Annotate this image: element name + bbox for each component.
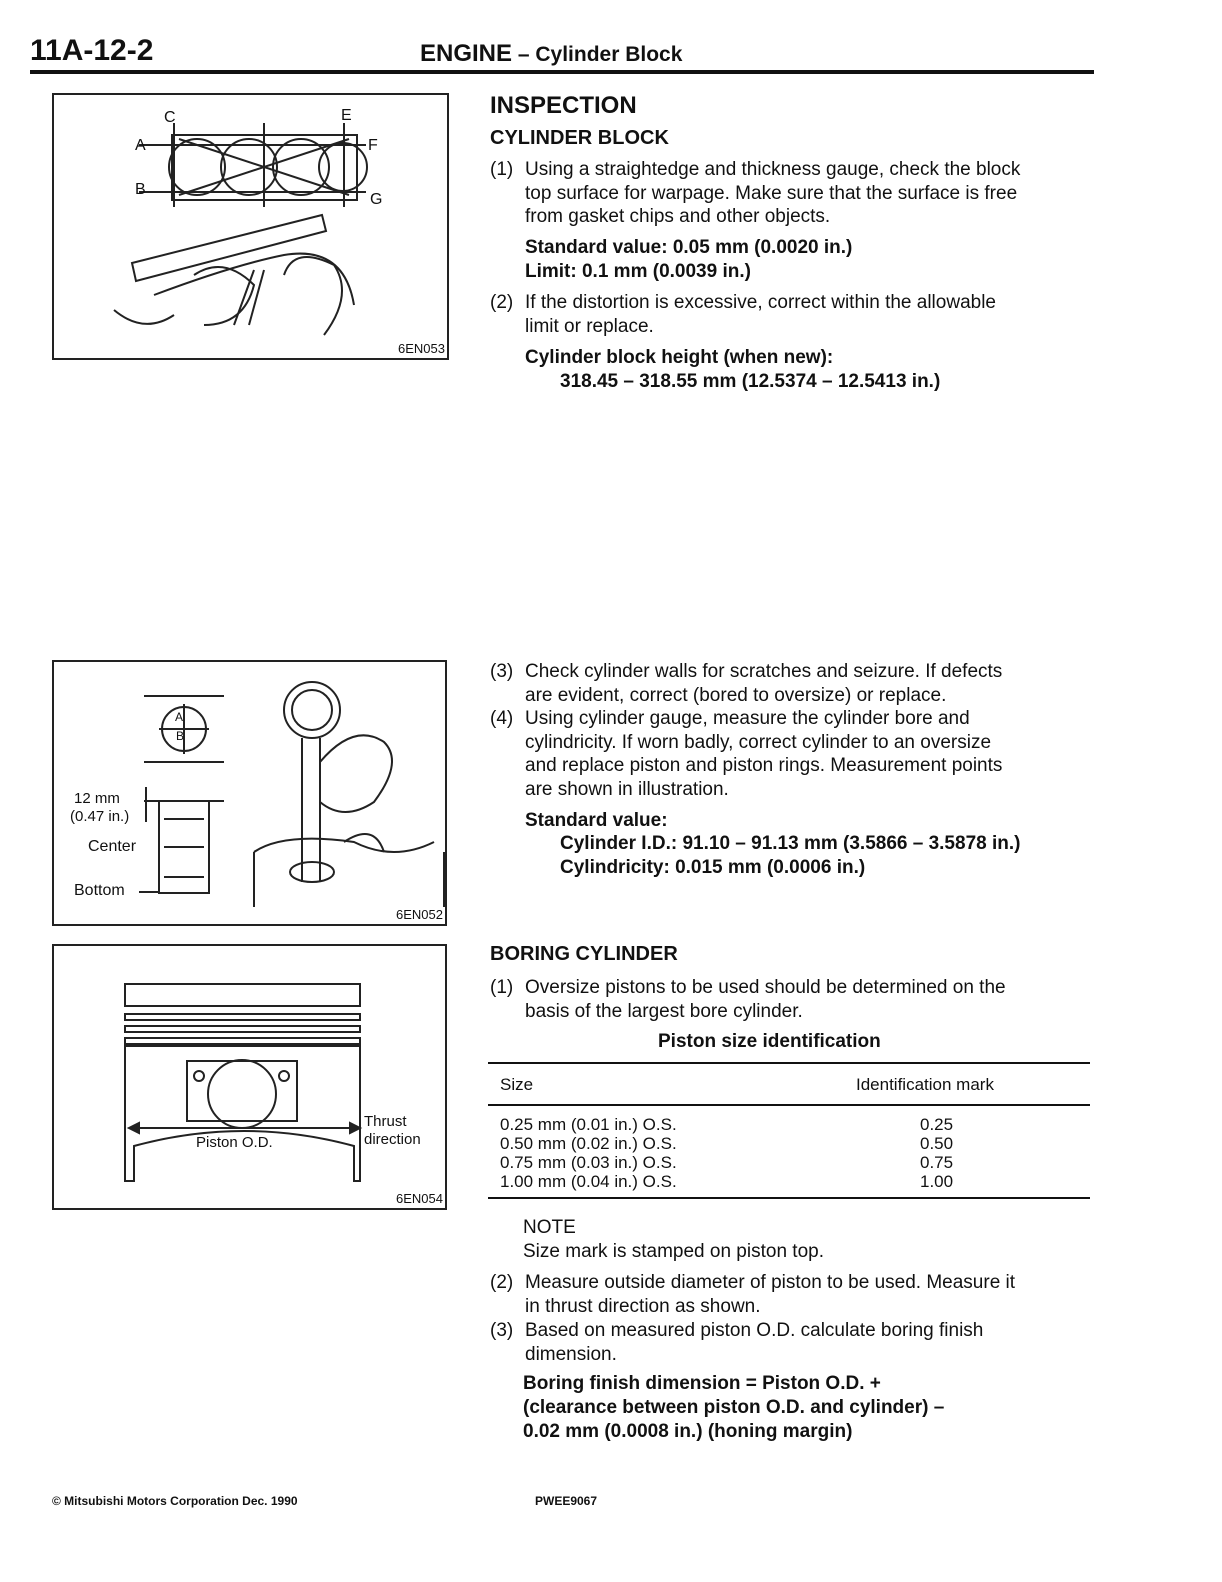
step-line: Using cylinder gauge, measure the cylinder bore and [525,708,970,729]
boring-step-3 [490,1319,1060,1366]
step-line: Measure outside diameter of piston to be used. Measure it [525,1272,1016,1293]
step-text [525,1271,1060,1318]
label-b: B [135,181,146,198]
piston-illustration [54,946,445,1208]
table-top-rule [488,1062,1090,1064]
figure-code: 6EN054 [396,1191,443,1206]
label-direction: direction [364,1131,421,1148]
step-line: in thrust direction as shown. [525,1295,761,1317]
spec-cylindricity: Cylindricity: 0.015 mm (0.0006 in.) [560,857,866,878]
table-cell-size: 1.00 mm (0.04 in.) O.S. [500,1172,677,1191]
offset-inch: (0.47 in.) [70,808,130,825]
header-rule [30,70,1094,74]
step-line: and replace piston and piston rings. Measurement points [525,755,1003,776]
step-line: are shown in illustration. [525,778,729,800]
figure-piston [52,944,447,1210]
boring-step-2 [490,1271,1060,1318]
step-line: top surface for warpage. Make sure that the surface is free [525,182,1018,204]
table-cell-size: 0.25 mm (0.01 in.) O.S. [500,1115,677,1134]
section-heading-inspection: INSPECTION [490,92,637,119]
step-line: Based on measured piston O.D. calculate boring finish [525,1320,984,1341]
step-line: Using a straightedge and thickness gauge, check the block [525,159,1021,180]
formula-line: (clearance between piston O.D. and cylinder) – [523,1397,945,1418]
table-header-mark: Identification mark [856,1075,994,1094]
piston-size-table [488,1062,1090,1202]
title-sub: Cylinder Block [535,43,683,66]
title-separator: – [512,43,536,66]
offset-mm: 12 mm [74,790,120,807]
label-e: E [341,107,352,124]
step-number: (2) [490,292,514,313]
step-line: If the distortion is excessive, correct within the allowable [525,292,996,313]
table-header-size: Size [500,1075,534,1094]
figure-code: 6EN052 [396,907,443,922]
subheading-cylinder-block: CYLINDER BLOCK [490,127,669,149]
label-thrust: Thrust [364,1113,407,1130]
spec-standard-warpage: Standard value: 0.05 mm (0.0020 in.) [525,237,853,258]
label-c: C [164,109,176,126]
spec-limit-warpage: Limit: 0.1 mm (0.0039 in.) [525,261,751,282]
label-center: Center [88,838,137,855]
label-a: A [135,137,146,154]
step-line: from gasket chips and other objects. [525,206,831,227]
figure-code: 6EN053 [398,341,445,356]
step-line: Oversize pistons to be used should be determined on the [525,977,1006,998]
step-number: (1) [490,977,514,998]
inspection-step-1 [490,158,1060,229]
boring-step-1 [490,976,1060,1023]
label-g: G [370,191,383,208]
label-f: F [368,137,378,154]
step-number: (3) [490,1320,514,1341]
gauge-label-b: B [176,729,185,743]
formula-line: Boring finish dimension = Piston O.D. + [523,1373,881,1394]
footer-copyright: © Mitsubishi Motors Corporation Dec. 1990 [52,1494,298,1508]
step-line: limit or replace. [525,315,654,337]
inspection-step-2 [490,291,1060,338]
step-line: cylindricity. If worn badly, correct cylinder to an oversize [525,731,992,753]
table-cell-size: 0.75 mm (0.03 in.) O.S. [500,1153,677,1172]
spec-height-value: 318.45 – 318.55 mm (12.5374 – 12.5413 in.) [560,371,941,392]
table-cell-mark: 0.75 [920,1153,954,1172]
inspection-step-3 [490,660,1060,707]
gauge-label-a: A [175,710,184,724]
step-line: Check cylinder walls for scratches and seizure. If defects [525,661,1003,682]
spec-standard-label: Standard value: [525,810,668,831]
step-line: basis of the largest bore cylinder. [525,1000,803,1022]
step-text [525,976,1060,1023]
label-bottom: Bottom [74,882,125,899]
title-main: ENGINE [420,40,513,67]
table-cell-mark: 0.50 [920,1134,954,1153]
step-text [525,158,1060,229]
step-number: (1) [490,159,514,180]
figure-cylinder-gauge [52,660,447,926]
table-bottom-rule [488,1197,1090,1199]
inspection-step-4 [490,707,1060,801]
page-title [420,40,682,68]
table-title: Piston size identification [658,1031,881,1052]
step-line: dimension. [525,1343,617,1365]
label-piston-od: Piston O.D. [196,1134,273,1151]
step-text [525,1319,1060,1366]
step-line: are evident, correct (bored to oversize) or replace. [525,684,947,706]
table-header-rule [488,1104,1090,1106]
table-cell-mark: 1.00 [920,1172,954,1191]
straightedge-illustration [54,95,447,358]
step-number: (3) [490,661,514,682]
figure-straightedge [52,93,449,360]
step-number: (2) [490,1272,514,1293]
table-cell-mark: 0.25 [920,1115,954,1134]
note-text: Size mark is stamped on piston top. [523,1241,824,1262]
step-text [525,660,1060,707]
spec-cylinder-id: Cylinder I.D.: 91.10 – 91.13 mm (3.5866 – 3.5878 in.) [560,833,1021,854]
spec-height-label: Cylinder block height (when new): [525,347,834,368]
step-text [525,291,1060,338]
note-label: NOTE [523,1217,576,1238]
step-text [525,707,1060,801]
formula-line: 0.02 mm (0.0008 in.) (honing margin) [523,1421,853,1442]
page-number: 11A-12-2 [30,34,154,67]
table-cell-size: 0.50 mm (0.02 in.) O.S. [500,1134,677,1153]
step-number: (4) [490,708,514,729]
footer-code: PWEE9067 [535,1494,598,1508]
subheading-boring-cylinder: BORING CYLINDER [490,943,678,965]
